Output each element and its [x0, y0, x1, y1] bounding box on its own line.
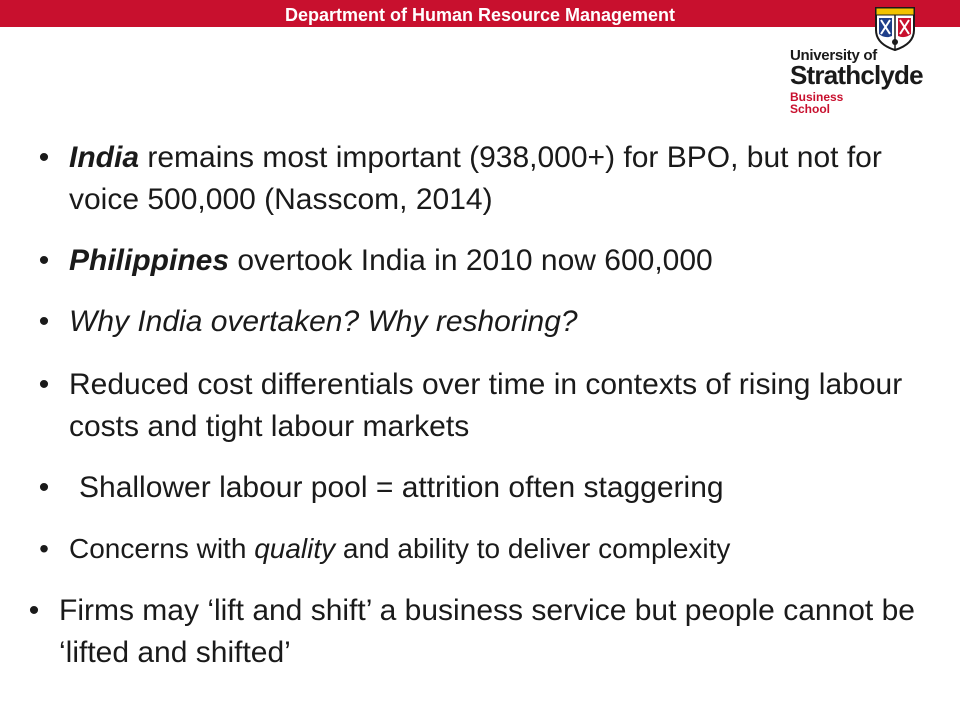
- bullet-body-pre: Concerns with: [69, 533, 255, 564]
- bullet-marker: •: [38, 368, 50, 401]
- bullet-body: and ability to deliver complexity: [335, 533, 731, 564]
- emphasis-quality: quality: [254, 533, 336, 564]
- bullet-item-quality: [24, 528, 954, 570]
- bullet-text: [69, 528, 954, 570]
- logo-text-strathclyde: Strathclyde: [790, 60, 923, 90]
- bullet-text: Shallower labour pool = attrition often staggering: [79, 471, 724, 504]
- bullet-item-cost-differentials: [24, 364, 954, 448]
- bullet-marker: •: [39, 533, 49, 564]
- bullet-text: [69, 240, 954, 282]
- bullet-text: [69, 137, 954, 221]
- bullet-item-labour-pool: [24, 467, 954, 509]
- emphasis-country: Philippines: [69, 244, 230, 277]
- bullet-text: Why India overtaken? Why reshoring?: [69, 305, 578, 338]
- logo-text-business: Business: [790, 90, 844, 104]
- bullet-body: remains most important (938,000+) for BPO, but not for voice 500,000 (Nasscom, 2014): [69, 141, 882, 216]
- bullet-marker: •: [28, 594, 40, 627]
- logo-text-university-of: University of: [790, 47, 877, 64]
- bullet-marker: •: [38, 305, 50, 338]
- bullet-marker: •: [38, 471, 50, 504]
- bullet-item-india: [24, 137, 954, 221]
- bullet-text: Reduced cost differentials over time in contexts of rising labour costs and tight labour markets: [69, 368, 903, 443]
- bullet-marker: •: [38, 141, 50, 174]
- bullet-body: overtook India in 2010 now 600,000: [229, 244, 713, 277]
- bullet-item-lift-and-shift: [14, 590, 954, 674]
- logo-text-school: School: [790, 102, 831, 116]
- bullet-item-philippines: [24, 240, 954, 282]
- bullet-marker: •: [38, 244, 50, 277]
- bullet-text: Firms may ‘lift and shift’ a business service but people cannot be ‘lifted and shifted’: [59, 594, 915, 669]
- bullet-item-questions: [24, 301, 954, 343]
- emphasis-country: India: [69, 141, 140, 174]
- header-title: Department of Human Resource Management: [284, 5, 676, 25]
